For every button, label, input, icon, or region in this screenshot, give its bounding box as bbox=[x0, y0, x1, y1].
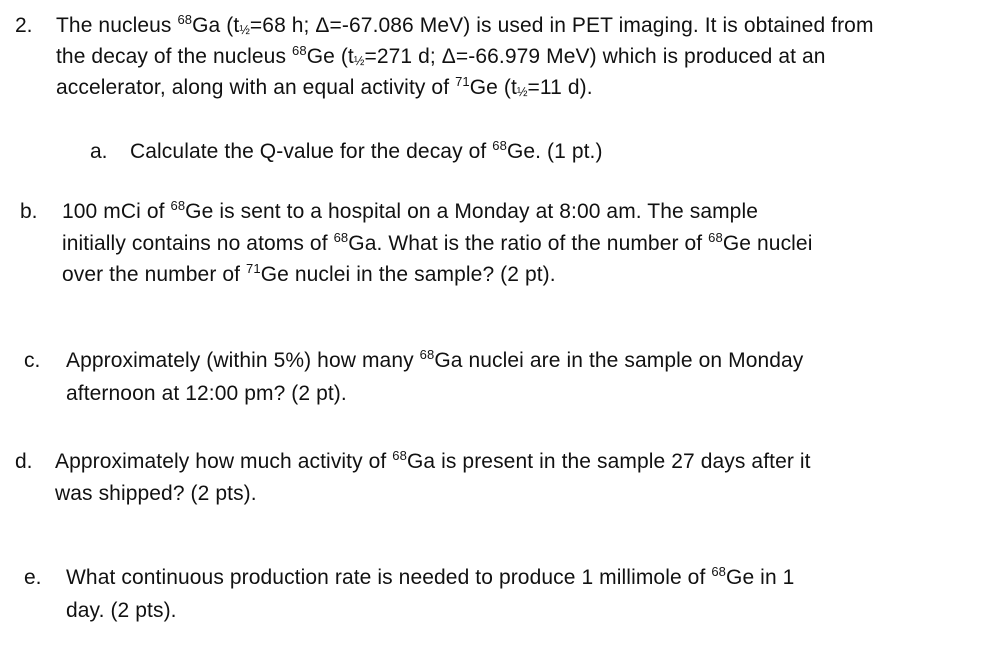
part-b-line-2-pre: initially contains no atoms of bbox=[62, 232, 334, 255]
half-life-subscript: ½ bbox=[239, 22, 250, 37]
part-c-line-1 bbox=[66, 347, 803, 375]
part-d-line-1 bbox=[55, 448, 811, 476]
intro-line-2-pre: the decay of the nucleus bbox=[56, 45, 292, 68]
half-life-subscript: ½ bbox=[516, 84, 528, 99]
element-symbol: Ge (t bbox=[306, 45, 354, 68]
mass-number: 68 bbox=[333, 229, 349, 245]
mass-number: 71 bbox=[455, 73, 470, 89]
intro-line-3-rest: =11 d). bbox=[527, 76, 593, 99]
mass-number: 68 bbox=[492, 137, 507, 153]
part-b-line-3-pre: over the number of bbox=[62, 263, 246, 286]
intro-line-3 bbox=[56, 74, 593, 106]
part-a-text-post: Ge. (1 pt.) bbox=[506, 140, 603, 163]
part-c-line-1-post: Ga nuclei are in the sample on Monday bbox=[434, 349, 804, 372]
part-c-line-2: afternoon at 12:00 pm? (2 pt). bbox=[66, 382, 347, 405]
mass-number: 68 bbox=[711, 563, 727, 579]
half-life-subscript: ½ bbox=[353, 53, 365, 68]
intro-line-1-pre: The nucleus bbox=[56, 14, 178, 37]
part-b-line-1-pre: 100 mCi of bbox=[62, 200, 171, 223]
part-e-line-1-pre: What continuous production rate is needed to produce 1 millimole of bbox=[66, 566, 712, 589]
part-b-label: b. bbox=[20, 200, 38, 223]
mass-number: 68 bbox=[392, 447, 407, 463]
problem-number: 2. bbox=[15, 14, 33, 37]
part-b-line-1 bbox=[62, 198, 758, 226]
part-b-line-1-post: Ge is sent to a hospital on a Monday at 8:00 am. The sample bbox=[185, 200, 759, 223]
part-c-label: c. bbox=[24, 349, 41, 372]
part-e-label: e. bbox=[24, 566, 42, 589]
part-c-line-1-pre: Approximately (within 5%) how many bbox=[66, 349, 420, 372]
mass-number: 68 bbox=[177, 11, 193, 27]
part-b-line-3-post: Ge nuclei in the sample? (2 pt). bbox=[260, 263, 556, 286]
mass-number: 68 bbox=[292, 42, 307, 58]
mass-number: 68 bbox=[708, 229, 723, 245]
intro-line-2-rest: =271 d; Δ=-66.979 MeV) which is produced at an bbox=[364, 45, 826, 68]
intro-line-2 bbox=[56, 43, 826, 75]
intro-line-1-rest: =68 h; Δ=-67.086 MeV) is used in PET imaging. It is obtained from bbox=[249, 14, 874, 37]
part-e-line-1-post: Ge in 1 bbox=[726, 566, 795, 589]
part-a-line-1 bbox=[130, 138, 603, 166]
part-b-line-3 bbox=[62, 261, 556, 289]
element-symbol: Ge (t bbox=[469, 76, 517, 99]
part-d-line-2: was shipped? (2 pts). bbox=[55, 482, 257, 505]
mass-number: 71 bbox=[246, 260, 261, 276]
part-d-line-1-post: Ga is present in the sample 27 days after it bbox=[406, 450, 811, 473]
element-symbol: Ga (t bbox=[192, 14, 240, 37]
part-a-label: a. bbox=[90, 140, 108, 163]
part-e-line-1 bbox=[66, 564, 794, 592]
part-e-line-2: day. (2 pts). bbox=[66, 599, 177, 622]
intro-line-3-pre: accelerator, along with an equal activity of bbox=[56, 76, 456, 99]
part-d-line-1-pre: Approximately how much activity of bbox=[55, 450, 393, 473]
mass-number: 68 bbox=[170, 197, 186, 213]
mass-number: 68 bbox=[419, 346, 435, 362]
part-b-line-2-mid: Ga. What is the ratio of the number of bbox=[348, 232, 709, 255]
part-d-label: d. bbox=[15, 450, 33, 473]
intro-line-1 bbox=[56, 12, 874, 44]
part-b-line-2-post: Ge nuclei bbox=[722, 232, 813, 255]
part-a-text-pre: Calculate the Q-value for the decay of bbox=[130, 140, 493, 163]
part-b-line-2 bbox=[62, 230, 812, 258]
